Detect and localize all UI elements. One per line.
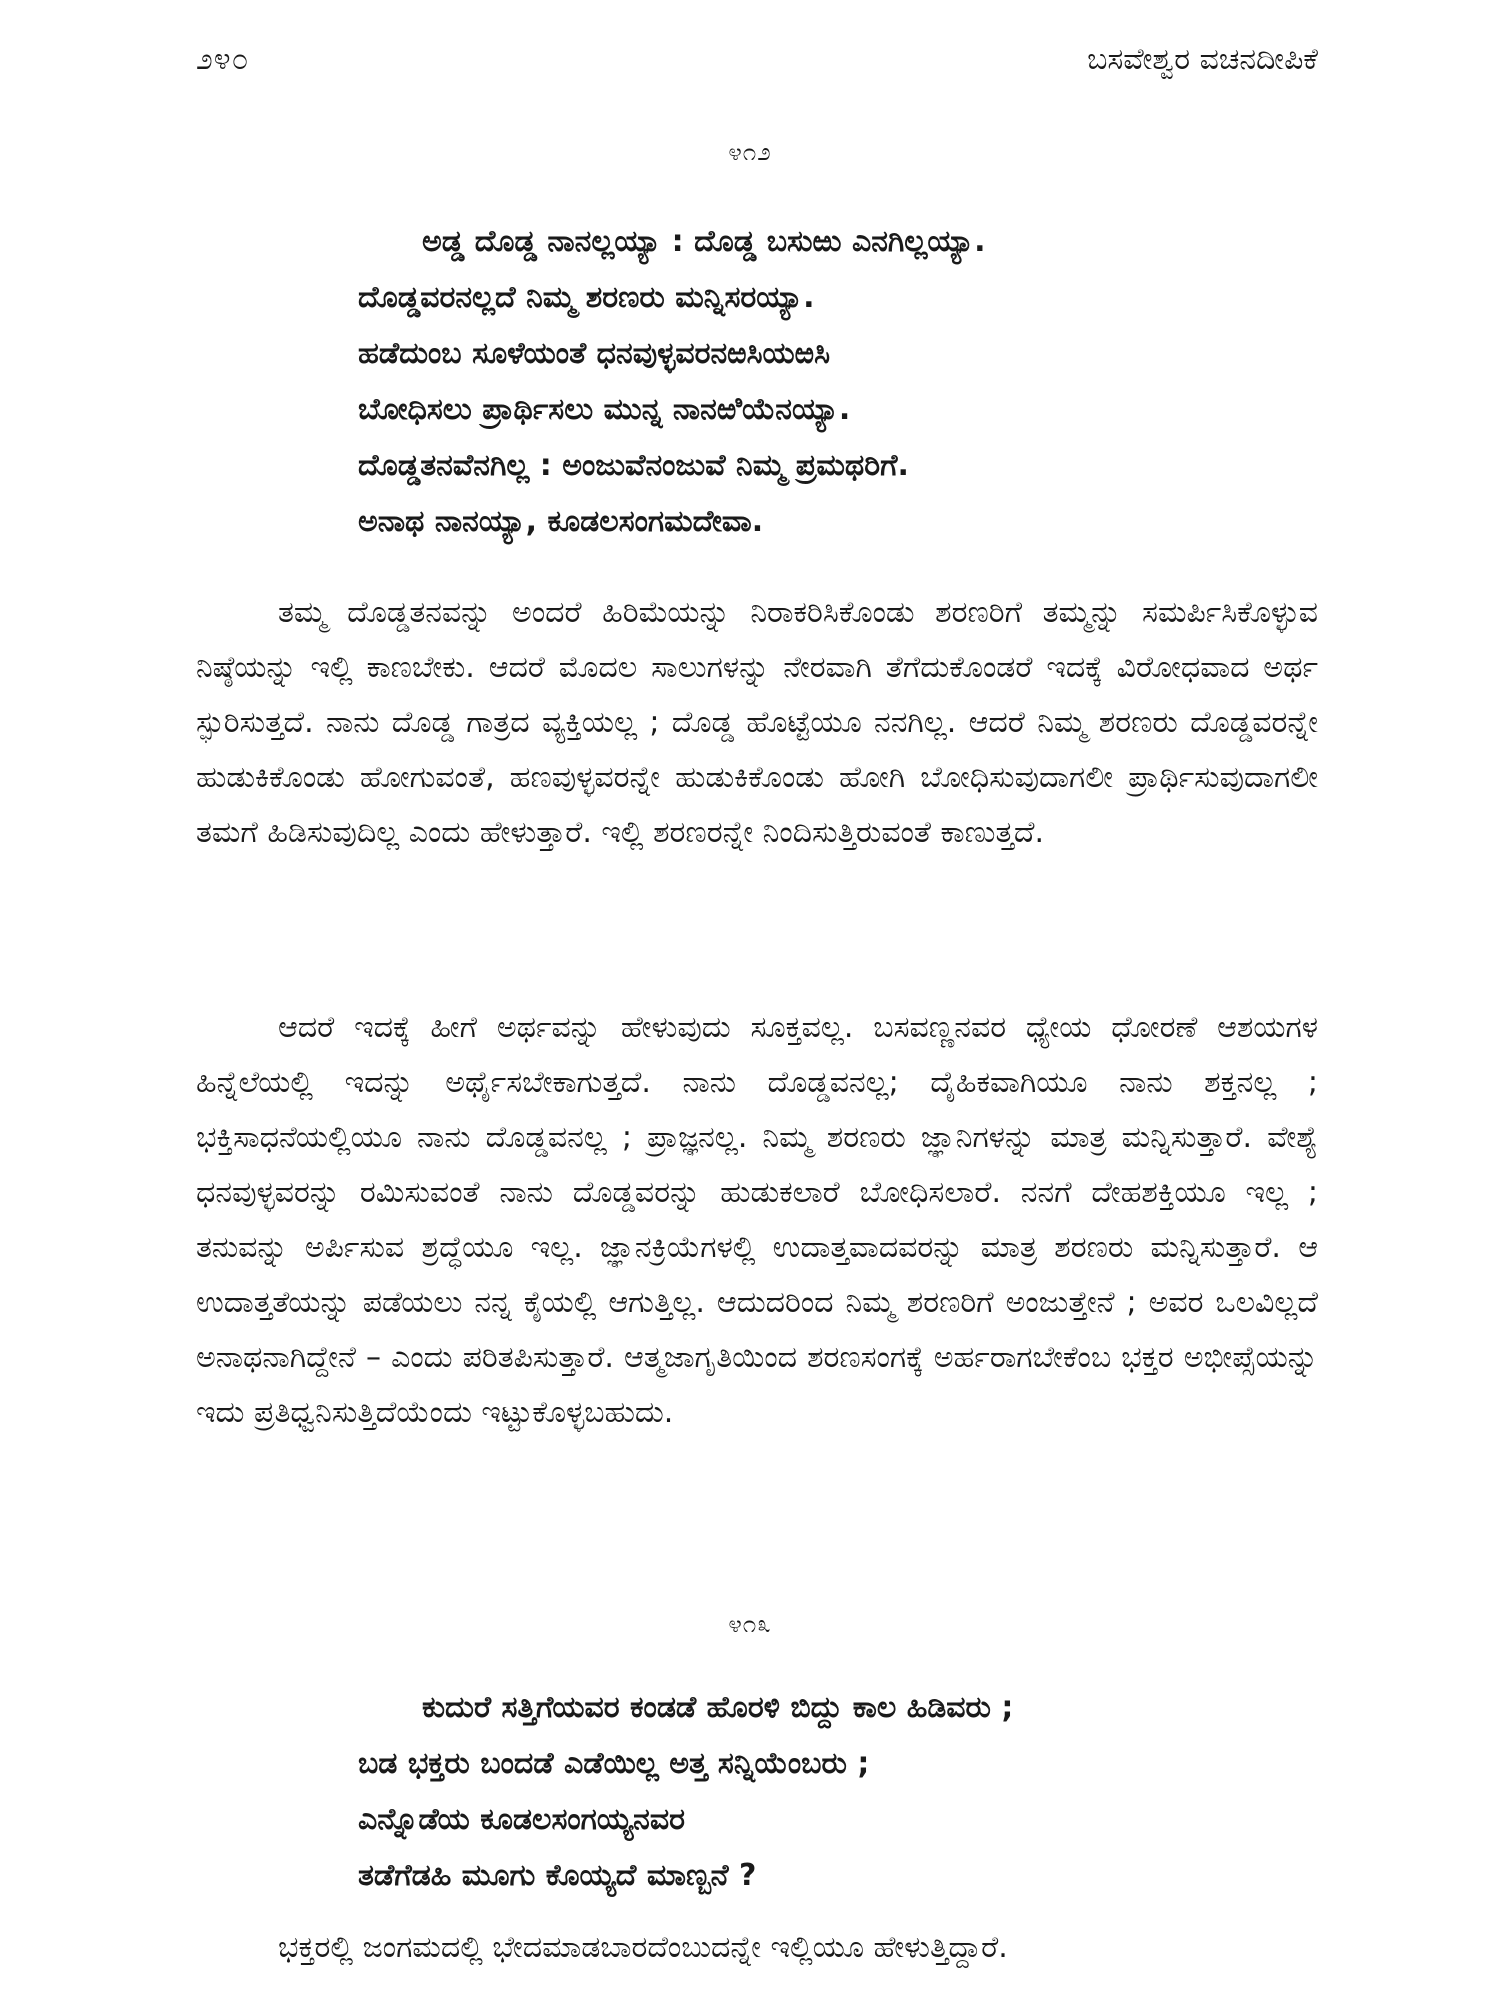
- commentary-paragraph: ಆದರೆ ಇದಕ್ಕೆ ಹೀಗೆ ಅರ್ಥವನ್ನು ಹೇಳುವುದು ಸೂಕ್ತವಲ್ಲ. ಬಸವಣ್ಣನವರ ಧ್ಯೇಯ ಧೋರಣೆ ಆಶಯಗಳ ಹಿನ್ನೆಲೆಯಲ್ಲಿ ಇದನ್ನು ಅರ್ಥೈಸಬೇಕಾಗುತ್ತದೆ. ನಾನು ದೊಡ್ಡವನಲ್ಲ; ದೈಹಿಕವಾಗಿಯೂ ನಾನು ಶಕ್ತನಲ್ಲ ; ಭಕ್ತಿಸಾಧನೆಯಲ್ಲಿಯೂ ನಾನು ದೊಡ್ಡವನಲ್ಲ ; ಪ್ರಾಜ್ಞನಲ್ಲ. ನಿಮ್ಮ ಶರಣರು ಜ್ಞಾನಿಗಳನ್ನು ಮಾತ್ರ ಮನ್ನಿಸುತ್ತಾರೆ. ವೇಶ್ಯೆ ಧನವುಳ್ಳವರನ್ನು ರಮಿಸುವಂತೆ ನಾನು ದೊಡ್ಡವರನ್ನು ಹುಡುಕಲಾರೆ ಬೋಧಿಸಲಾರೆ. ನನಗೆ ದೇಹಶಕ್ತಿಯೂ ಇಲ್ಲ ; ತನುವನ್ನು ಅರ್ಪಿಸುವ ಶ್ರದ್ಧೆಯೂ ಇಲ್ಲ. ಜ್ಞಾನಕ್ರಿಯೆಗಳಲ್ಲಿ ಉದಾತ್ತವಾದವರನ್ನು ಮಾತ್ರ ಶರಣರು ಮನ್ನಿಸುತ್ತಾರೆ. ಆ ಉದಾತ್ತತೆಯನ್ನು ಪಡೆಯಲು ನನ್ನ ಕೈಯಲ್ಲಿ ಆಗುತ್ತಿಲ್ಲ. ಆದುದರಿಂದ ನಿಮ್ಮ ಶರಣರಿಗೆ ಅಂಜುತ್ತೇನೆ ; ಅವರ ಒಲವಿಲ್ಲದೆ ಅನಾಥನಾಗಿದ್ದೇನೆ – ಎಂದು ಪರಿತಪಿಸುತ್ತಾರೆ. ಆತ್ಮಜಾಗೃತಿಯಿಂದ ಶರಣಸಂಗಕ್ಕೆ ಅರ್ಹರಾಗಬೇಕೆಂಬ ಭಕ್ತರ ಅಭೀಪ್ಸೆಯನ್ನು ಇದು ಪ್ರತಿಧ್ವನಿಸುತ್ತಿದೆಯೆಂದು ಇಟ್ಟುಕೊಳ್ಳಬಹುದು.: [196, 1010, 1318, 1430]
- verse-line: ಅಡ್ಡ ದೊಡ್ಡ ನಾನಲ್ಲಯ್ಯಾ : ದೊಡ್ಡ ಬಸುಱು ಎನಗಿಲ್ಲಯ್ಯಾ.: [422, 224, 986, 259]
- commentary-paragraph: ಭಕ್ತರಲ್ಲಿ ಜಂಗಮದಲ್ಲಿ ಭೇದಮಾಡಬಾರದೆಂಬುದನ್ನೇ ಇಲ್ಲಿಯೂ ಹೇಳುತ್ತಿದ್ದಾರೆ.: [278, 1930, 1008, 1965]
- vachana-number: ೪೧೩: [728, 1610, 772, 1638]
- vachana-number: ೪೧೨: [728, 138, 772, 166]
- verse-line: ಕುದುರೆ ಸತ್ತಿಗೆಯವರ ಕಂಡಡೆ ಹೊರಳಿ ಬಿದ್ದು ಕಾಲ ಹಿಡಿವರು ;: [422, 1690, 1014, 1725]
- verse-line: ಹಡೆದುಂಬ ಸೂಳೆಯಂತೆ ಧನವುಳ್ಳವರನಱಸಿಯಱಸಿ: [358, 336, 830, 371]
- verse-line: ಅನಾಥ ನಾನಯ್ಯಾ, ಕೂಡಲಸಂಗಮದೇವಾ.: [358, 504, 764, 539]
- running-head: [196, 42, 1318, 86]
- commentary-paragraph: ತಮ್ಮ ದೊಡ್ಡತನವನ್ನು ಅಂದರೆ ಹಿರಿಮೆಯನ್ನು ನಿರಾಕರಿಸಿಕೊಂಡು ಶರಣರಿಗೆ ತಮ್ಮನ್ನು ಸಮರ್ಪಿಸಿಕೊಳ್ಳುವ ನಿಷ್ಠೆಯನ್ನು ಇಲ್ಲಿ ಕಾಣಬೇಕು. ಆದರೆ ಮೊದಲ ಸಾಲುಗಳನ್ನು ನೇರವಾಗಿ ತೆಗೆದುಕೊಂಡರೆ ಇದಕ್ಕೆ ವಿರೋಧವಾದ ಅರ್ಥ ಸ್ಫುರಿಸುತ್ತದೆ. ನಾನು ದೊಡ್ಡ ಗಾತ್ರದ ವ್ಯಕ್ತಿಯಲ್ಲ ; ದೊಡ್ಡ ಹೊಟ್ಟೆಯೂ ನನಗಿಲ್ಲ. ಆದರೆ ನಿಮ್ಮ ಶರಣರು ದೊಡ್ಡವರನ್ನೇ ಹುಡುಕಿಕೊಂಡು ಹೋಗುವಂತೆ, ಹಣವುಳ್ಳವರನ್ನೇ ಹುಡುಕಿಕೊಂಡು ಹೋಗಿ ಬೋಧಿಸುವುದಾಗಲೀ ಪ್ರಾರ್ಥಿಸುವುದಾಗಲೀ ತಮಗೆ ಹಿಡಿಸುವುದಿಲ್ಲ ಎಂದು ಹೇಳುತ್ತಾರೆ. ಇಲ್ಲಿ ಶರಣರನ್ನೇ ನಿಂದಿಸುತ್ತಿರುವಂತೆ ಕಾಣುತ್ತದೆ.: [196, 595, 1318, 850]
- verse-line: ಎನ್ನೊಡೆಯ ಕೂಡಲಸಂಗಯ್ಯನವರ: [358, 1802, 685, 1837]
- verse-line: ದೊಡ್ಡವರನಲ್ಲದೆ ನಿಮ್ಮ ಶರಣರು ಮನ್ನಿಸರಯ್ಯಾ.: [358, 280, 815, 315]
- vachana-verse: [358, 214, 1318, 550]
- page-number: ೨೪೦: [196, 42, 250, 77]
- book-title: ಬಸವೇಶ್ವರ ವಚನದೀಪಿಕೆ: [1087, 42, 1318, 77]
- vachana-verse: [358, 1680, 1318, 1904]
- verse-line: ಬಡ ಭಕ್ತರು ಬಂದಡೆ ಎಡೆಯಿಲ್ಲ ಅತ್ತ ಸನ್ನಿಯೆಂಬರು ;: [358, 1746, 870, 1781]
- verse-line: ತಡೆಗೆಡಹಿ ಮೂಗು ಕೊಯ್ಯದೆ ಮಾಣ್ಬನೆ ?: [358, 1858, 757, 1893]
- verse-line: ಬೋಧಿಸಲು ಪ್ರಾರ್ಥಿಸಲು ಮುನ್ನ ನಾನಱಿಯೆನಯ್ಯಾ.: [358, 392, 851, 427]
- verse-line: ದೊಡ್ಡತನವೆನಗಿಲ್ಲ : ಅಂಜುವೆನಂಜುವೆ ನಿಮ್ಮ ಪ್ರಮಥರಿಗೆ.: [358, 448, 909, 483]
